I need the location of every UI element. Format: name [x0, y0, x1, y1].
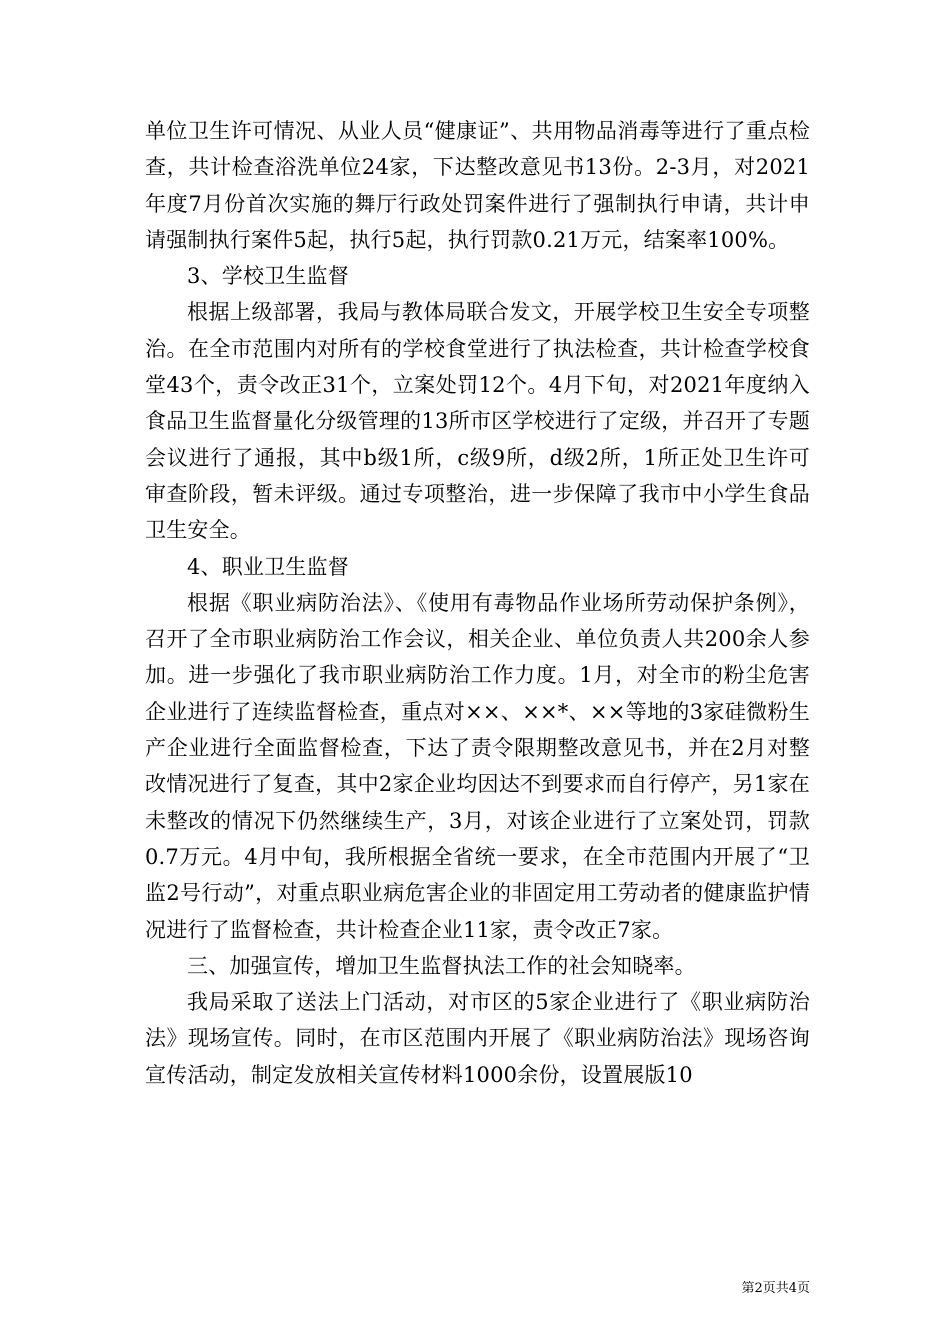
paragraph-publicity: 我局采取了送法上门活动，对市区的5家企业进行了《职业病防治法》现场宣传。同时，在市区范围内开展了《职业病防治法》现场咨询宣传活动，制定发放相关宣传材料1000余份，设置展版10: [145, 990, 810, 1087]
paragraph-school-hygiene: 根据上级部署，我局与教体局联合发文，开展学校卫生安全专项整治。在全市范围内对所有的学校食堂进行了执法检查，共计检查学校食堂43个，责令改正31个，立案处罚12个。4月下旬，对2021年度纳入食品卫生监督量化分级管理的13所市区学校进行了定级，并召开了专题会议进行了通报，其中b级1所，c级9所，d级2所，1所正处卫生许可审查阶段，暂未评级。通过专项整治，进一步保障了我市中小学生食品卫生安全。: [145, 300, 810, 543]
paragraph-occupational-hygiene: 根据《职业病防治法》、《使用有毒物品作业场所劳动保护条例》，召开了全市职业病防治工作会议，相关企业、单位负责人共200余人参加。进一步强化了我市职业病防治工作力度。1月，对全市的粉尘危害企业进行了连续监督检查，重点对××、××*、××等地的3家硅微粉生产企业进行全面监督检查，下达了责令限期整改意见书，并在2月对整改情况进行了复查，其中2家企业均因达不到要求而自行停产，另1家在未整改的情况下仍然继续生产，3月，对该企业进行了立案处罚，罚款0.7万元。4月中旬，我所根据全省统一要求，在全市范围内开展了“卫监2号行动”，对重点职业病危害企业的非固定用工劳动者的健康监护情况进行了监督检查，共计检查企业11家，责令改正7家。: [145, 590, 810, 942]
section-heading-school-hygiene: 3、学校卫生监督: [187, 264, 349, 289]
page-number-footer: 第2页共4页: [741, 1281, 810, 1296]
section-heading-occupational-hygiene: 4、职业卫生监督: [187, 554, 349, 579]
paragraph-1: 单位卫生许可情况、从业人员“健康证”、共用物品消毒等进行了重点检查，共计检查浴洗单位24家，下达整改意见书13份。2-3月，对2021年度7月份首次实施的舞厅行政处罚案件进行了强制执行申请，共计申请强制执行案件5起，执行5起，执行罚款0.21万元，结案率100%。: [145, 119, 810, 252]
document-body: [145, 113, 810, 1093]
section-heading-publicity: 三、加强宣传，增加卫生监督执法工作的社会知晓率。: [187, 953, 696, 978]
